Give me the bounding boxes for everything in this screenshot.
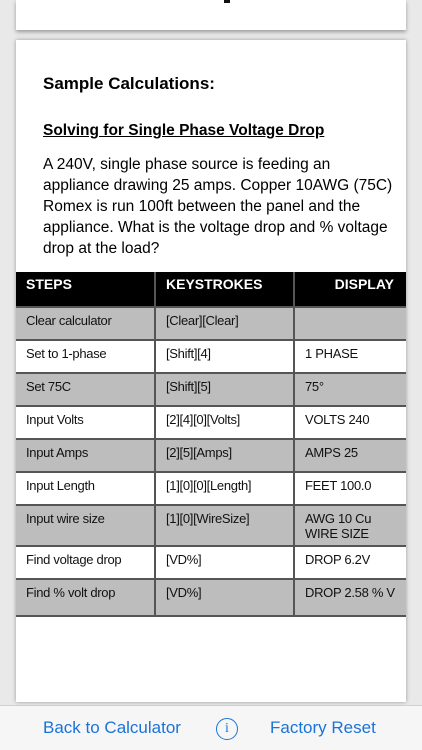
page-heading: Sample Calculations: (43, 74, 215, 93)
display-cell: 1 PHASE (294, 340, 406, 373)
display-cell: AMPS 25 (294, 439, 406, 472)
step-cell: Input wire size (16, 505, 155, 546)
table-row (16, 546, 406, 579)
display-cell: AWG 10 Cu WIRE SIZE (294, 505, 406, 546)
page-mark (224, 0, 230, 3)
step-cell: Set to 1-phase (16, 340, 155, 373)
display-cell: 75° (294, 373, 406, 406)
header-display: DISPLAY (294, 272, 406, 307)
table-row (16, 472, 406, 505)
table-row (16, 505, 406, 546)
keys-cell: [2][4][0][Volts] (155, 406, 294, 439)
step-cell: Find % volt drop (16, 579, 155, 616)
display-cell: DROP 6.2V (294, 546, 406, 579)
section-subheading: Solving for Single Phase Voltage Drop (43, 122, 325, 139)
table-row (16, 307, 406, 340)
problem-statement: A 240V, single phase source is feeding an appliance drawing 25 amps. Copper 10AWG (75C) Romex is run 100ft between the panel and the appliance. What is the voltage drop and % voltage drop at the load? (43, 156, 393, 257)
keys-cell: [1][0][WireSize] (155, 505, 294, 546)
keys-cell: [Shift][4] (155, 340, 294, 373)
keys-cell: [VD%] (155, 546, 294, 579)
header-steps: STEPS (16, 272, 155, 307)
table-row (16, 340, 406, 373)
info-circle-icon[interactable]: i (216, 718, 238, 740)
steps-table (16, 272, 406, 617)
bottom-toolbar (0, 705, 422, 750)
back-to-calculator-button[interactable]: Back to Calculator (43, 718, 181, 737)
factory-reset-button[interactable]: Factory Reset (270, 718, 376, 737)
step-cell: Input Amps (16, 439, 155, 472)
step-cell: Find voltage drop (16, 546, 155, 579)
display-cell: VOLTS 240 (294, 406, 406, 439)
step-cell: Input Length (16, 472, 155, 505)
header-keystrokes: KEYSTROKES (155, 272, 294, 307)
document-page (16, 40, 406, 702)
display-cell: DROP 2.58 % V (294, 579, 406, 616)
step-cell: Clear calculator (16, 307, 155, 340)
previous-page (16, 0, 406, 30)
display-cell: FEET 100.0 (294, 472, 406, 505)
table-row (16, 439, 406, 472)
keys-cell: [VD%] (155, 579, 294, 616)
display-cell (294, 307, 406, 340)
keys-cell: [Shift][5] (155, 373, 294, 406)
keys-cell: [2][5][Amps] (155, 439, 294, 472)
table-row (16, 373, 406, 406)
keys-cell: [1][0][0][Length] (155, 472, 294, 505)
step-cell: Input Volts (16, 406, 155, 439)
table-row (16, 406, 406, 439)
step-cell: Set 75C (16, 373, 155, 406)
table-header-row (16, 272, 406, 307)
keys-cell: [Clear][Clear] (155, 307, 294, 340)
table-row (16, 579, 406, 616)
